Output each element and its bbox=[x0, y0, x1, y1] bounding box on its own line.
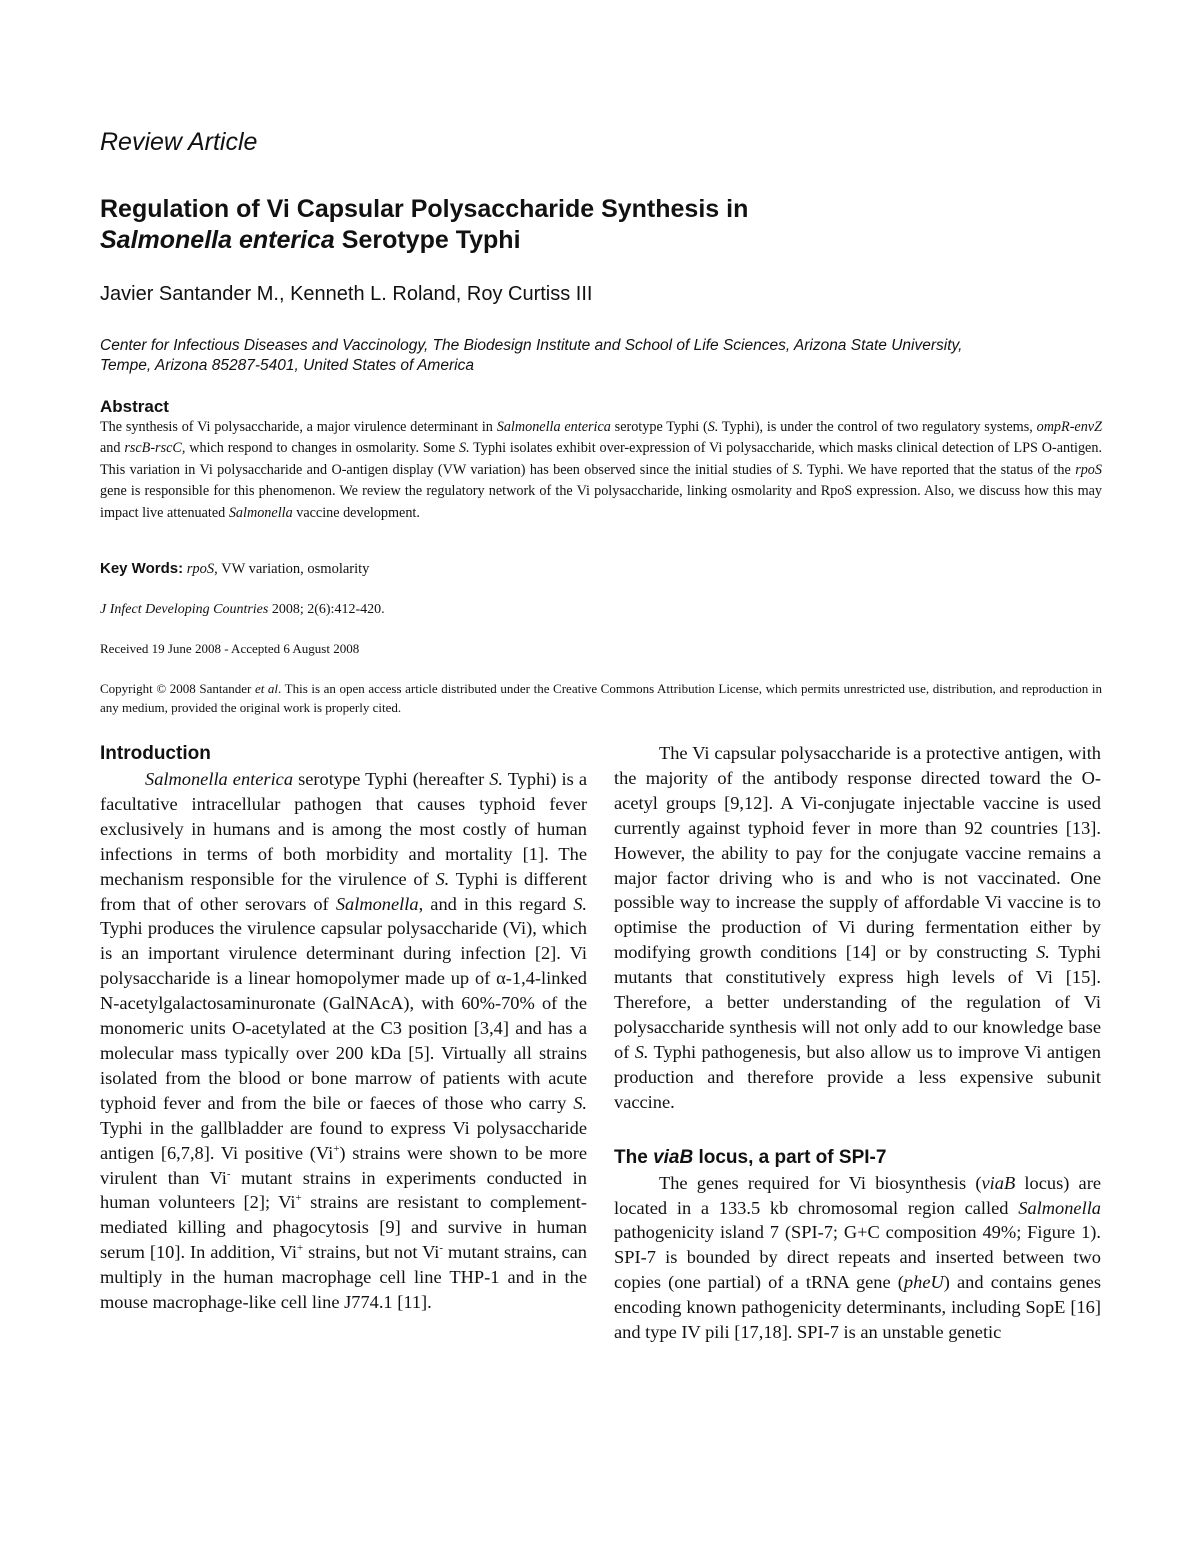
italic-text: Salmonella bbox=[1018, 1197, 1101, 1218]
keyword-italic: rpoS bbox=[186, 561, 215, 577]
keywords-label: Key Words: bbox=[100, 560, 184, 577]
italic-text: S. bbox=[1036, 942, 1050, 963]
section-heading-viab bbox=[614, 1145, 1101, 1171]
abstract-text: and bbox=[100, 440, 125, 457]
abstract-italic: S. bbox=[707, 419, 719, 435]
heading-text: The bbox=[614, 1146, 654, 1168]
abstract-heading: Abstract bbox=[100, 397, 169, 416]
text-run: serotype Typhi (hereafter bbox=[293, 769, 490, 789]
abstract-italic: rpoS bbox=[1075, 461, 1102, 478]
italic-text: Salmonella bbox=[335, 893, 419, 914]
text-run: ) strains were shown to be more virulent than Vi bbox=[100, 1142, 587, 1188]
title-line-2 bbox=[100, 225, 1100, 256]
abstract-text: vaccine development. bbox=[292, 504, 420, 521]
italic-text: S. bbox=[489, 769, 504, 789]
copyright-notice bbox=[100, 679, 1102, 717]
italic-text: Salmonella enterica bbox=[145, 769, 294, 789]
section-heading-introduction: Introduction bbox=[100, 743, 211, 764]
text-run: Typhi pathogenesis, but also allow us to improve Vi antigen production and therefore provide a less expensive subunit vaccine. bbox=[614, 1041, 1101, 1112]
journal-name: J Infect Developing Countries bbox=[100, 602, 269, 617]
abstract-italic: S. bbox=[792, 461, 804, 478]
abstract-text: Typhi. We have reported that the status of the bbox=[803, 461, 1076, 478]
affiliation-line-1: Center for Infectious Diseases and Vaccinology, The Biodesign Institute and School of Life Sciences, Arizona State University, bbox=[100, 337, 963, 354]
copyright-text: . This is an open access article distributed under the Creative Commons Attribution License, which permits unrestricted use, distribution, and reproduction in any medium, provided the original work is properly cited. bbox=[100, 681, 1102, 715]
text-run: mutant strains, can multiply in the human macrophage cell line THP-1 and in the mouse macrophage-like cell line J774.1 [11]. bbox=[100, 1242, 587, 1313]
heading-text: locus, a part of SPI-7 bbox=[693, 1146, 887, 1168]
text-run: The genes required for Vi biosynthesis ( bbox=[659, 1172, 982, 1193]
italic-text: S. bbox=[573, 893, 587, 914]
title-line-1: Regulation of Vi Capsular Polysaccharide Synthesis in bbox=[100, 195, 749, 223]
abstract-italic: S. bbox=[458, 440, 470, 457]
text-run: Typhi mutants that constitutively express high levels of Vi [15]. Therefore, a better understanding of the regulation of Vi polysaccharide synthesis will not only add to our knowledge base of bbox=[614, 942, 1101, 1062]
text-run: Typhi produces the virulence capsular polysaccharide (Vi), which is an important virulence determinant during infection [2]. Vi polysaccharide is a linear homopolymer made up of α-1,4-linked N-acetylgalactosaminuronate (GalNAcA), with 60%-70% of the monomeric units O-acetylated at the C3 position [3,4] and has a molecular mass typically over 200 kDa [5]. Virtually all strains isolated from the blood or bone marrow of patients with acute typhoid fever and from the bile or faeces of those who carry bbox=[100, 918, 587, 1113]
italic-text: viaB bbox=[981, 1172, 1016, 1193]
article-type: Review Article bbox=[100, 128, 258, 156]
abstract-text: serotype Typhi ( bbox=[610, 419, 708, 435]
text-run: strains are resistant to complement-mediated killing and phagocytosis [9] and survive in human serum [10]. In addition, Vi bbox=[100, 1192, 587, 1263]
abstract-text: Typhi), is under the control of two regulatory systems, bbox=[718, 419, 1037, 435]
right-paragraph-1 bbox=[614, 741, 1101, 1115]
affiliation bbox=[100, 336, 1102, 376]
italic-text: pheU bbox=[903, 1272, 944, 1293]
heading-italic: viaB bbox=[653, 1146, 694, 1168]
text-run: Typhi) is a facultative intracellular pathogen that causes typhoid fever exclusively in humans and is among the most costly of human infections in terms of both morbidity and mortality [1]. The mechanism responsible for the virulence of bbox=[100, 769, 587, 889]
author-list: Javier Santander M., Kenneth L. Roland, Roy Curtiss III bbox=[100, 283, 593, 305]
superscript: + bbox=[296, 1242, 304, 1255]
title-rest: Serotype Typhi bbox=[334, 226, 521, 254]
text-run: strains, but not Vi bbox=[303, 1242, 440, 1263]
right-paragraph-2 bbox=[614, 1171, 1101, 1345]
abstract-italic: Salmonella bbox=[228, 504, 293, 521]
copyright-text: Copyright © 2008 Santander bbox=[100, 681, 255, 696]
text-run: mutant strains in experiments conducted in human volunteers [2]; Vi bbox=[100, 1167, 587, 1213]
text-run: Typhi is different from that of other serovars of bbox=[100, 868, 587, 914]
italic-text: S. bbox=[634, 1041, 649, 1062]
abstract-body bbox=[100, 417, 1102, 524]
left-column bbox=[100, 741, 587, 1315]
abstract-paragraph bbox=[100, 417, 1102, 524]
keywords-rest: , VW variation, osmolarity bbox=[214, 561, 370, 577]
keywords bbox=[100, 560, 369, 578]
abstract-text: , which respond to changes in osmolarity. Some bbox=[181, 440, 459, 457]
title-organism: Salmonella enterica bbox=[100, 226, 335, 254]
text-run: , and in this regard bbox=[418, 893, 574, 914]
abstract-text: gene is responsible for this phenomenon. We review the regulatory network of the Vi polysaccharide, linking osmolarity and RpoS expression. Also, we discuss how this may impact live attenuated bbox=[100, 483, 1102, 521]
abstract-text: Typhi isolates exhibit over-expression of Vi polysaccharide, which masks clinical detection of LPS O-antigen. This variation in Vi polysaccharide and O-antigen display (VW variation) has been observed since the initial studies of bbox=[100, 440, 1102, 478]
section-gap bbox=[614, 1115, 1101, 1145]
citation bbox=[100, 602, 385, 618]
abstract-italic: Salmonella enterica bbox=[496, 419, 611, 435]
text-run: Typhi in the gallbladder are found to express Vi polysaccharide antigen [6,7,8]. Vi positive (Vi bbox=[100, 1117, 587, 1163]
intro-paragraph bbox=[100, 767, 587, 1315]
text-run: locus) are located in a 133.5 kb chromosomal region called bbox=[614, 1172, 1102, 1218]
abstract-italic: ompR-envZ bbox=[1036, 419, 1102, 435]
right-column bbox=[614, 741, 1101, 1345]
text-run: pathogenicity island 7 (SPI-7; G+C composition 49%; Figure 1). SPI-7 is bounded by direct repeats and inserted between two copies (one partial) of a tRNA gene ( bbox=[614, 1222, 1101, 1293]
italic-text: S. bbox=[573, 1092, 587, 1113]
paper-title bbox=[100, 194, 1100, 256]
text-run: ) and contains genes encoding known pathogenicity determinants, including SopE [16] and type IV pili [17,18]. SPI-7 is an unstable genetic bbox=[614, 1272, 1101, 1343]
received-dates: Received 19 June 2008 - Accepted 6 August 2008 bbox=[100, 641, 360, 656]
citation-details: 2008; 2(6):412-420. bbox=[268, 602, 385, 617]
abstract-text: The synthesis of Vi polysaccharide, a major virulence determinant in bbox=[100, 419, 497, 435]
copyright-italic: et al bbox=[254, 681, 279, 696]
italic-text: S. bbox=[435, 868, 450, 889]
affiliation-line-2: Tempe, Arizona 85287-5401, United States of America bbox=[100, 357, 474, 374]
superscript: + bbox=[295, 1192, 302, 1205]
text-run: The Vi capsular polysaccharide is a protective antigen, with the majority of the antibody response directed toward the O-acetyl groups [9,12]. A Vi-conjugate injectable vaccine is used currently against typhoid fever in more than 92 countries [13]. However, the ability to pay for the conjugate vaccine remains a major factor driving who is and who is not vaccinated. One possible way to increase the supply of affordable Vi vaccine is to optimise the production of Vi during fermentation either by modifying growth conditions [14] or by constructing bbox=[614, 743, 1101, 963]
superscript: - bbox=[226, 1167, 231, 1180]
abstract-italic: rscB-rscC bbox=[124, 440, 182, 457]
superscript: - bbox=[439, 1242, 444, 1255]
superscript: + bbox=[333, 1142, 340, 1155]
